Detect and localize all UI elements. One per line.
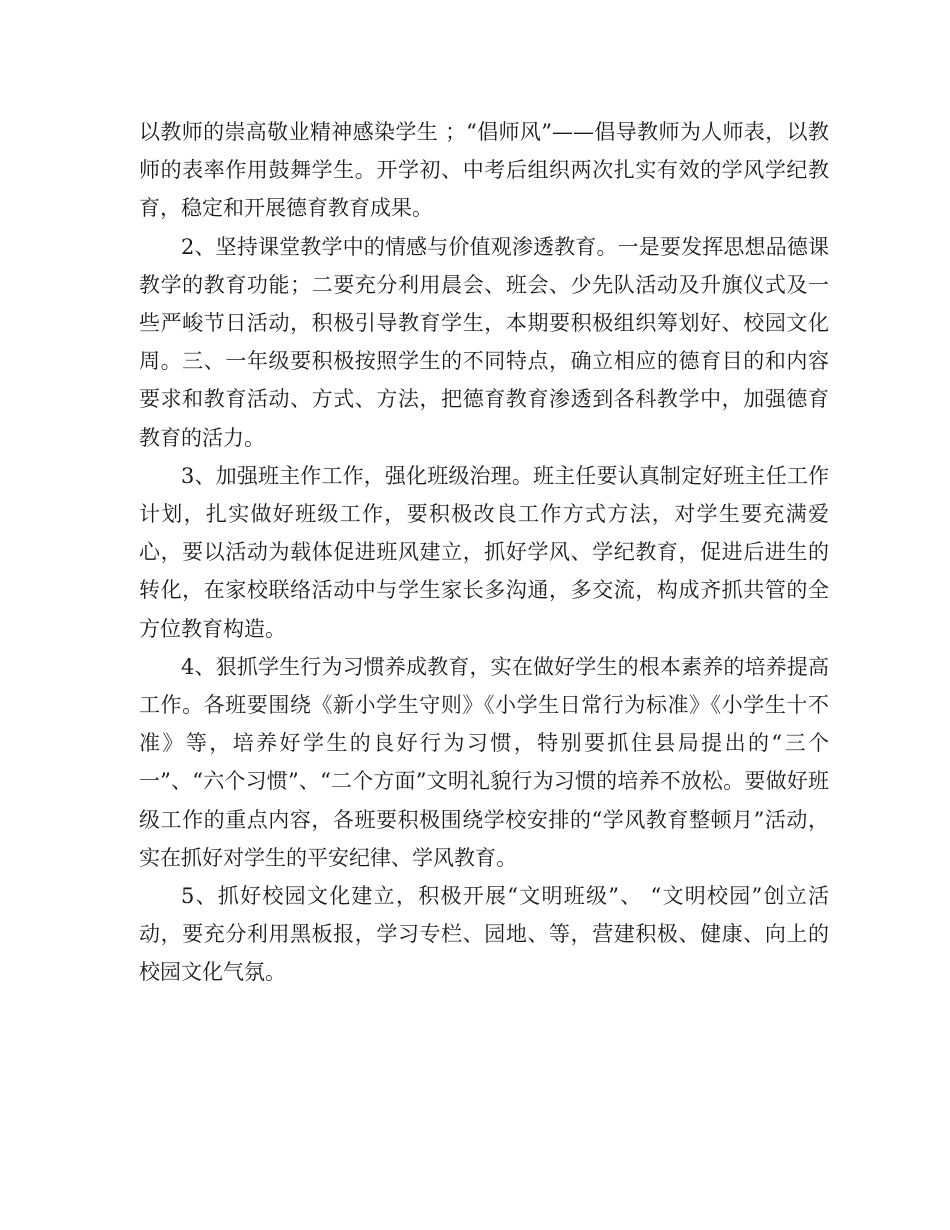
paragraph-4: 4、狠抓学生行为习惯养成教育，实在做好学生的根本素养的培养提高工作。各班要围绕《新小学生守则》《小学生日常行为标准》《小学生十不准》等，培养好学生的良好行为习惯，特别要抓住县局提出的“三个一”、“六个习惯”、“二个方面”文明礼貌行为习惯的培养不放松。要做好班级工作的重点内容，各班要积极围绕学校安排的“学风教育整顿月”活动，实在抓好对学生的平安纪律、学风教育。 [139, 654, 829, 870]
paragraph-3: 3、加强班主作工作，强化班级治理。班主任要认真制定好班主任工作计划，扎实做好班级工作，要积极改良工作方式方法，对学生要充满爱心，要以活动为载体促进班风建立，抓好学风、学纪教育，促进后进生的转化，在家校联络活动中与学生家长多沟通，多交流，构成齐抓共管的全方位教育构造。 [139, 463, 829, 641]
paragraph-5: 5、抓好校园文化建立，积极开展“文明班级”、 “文明校园”创立活动，要充分利用黑板报，学习专栏、园地、等，营建积极、健康、向上的校园文化气氛。 [139, 884, 829, 985]
document-body [139, 113, 829, 992]
paragraph-2: 2、坚持课堂教学中的情感与价值观渗透教育。一是要发挥思想品德课教学的教育功能；二要充分利用晨会、班会、少先队活动及升旗仪式及一些严峻节日活动，积极引导教育学生，本期要积极组织筹划好、校园文化周。三、一年级要积极按照学生的不同特点，确立相应的德育目的和内容要求和教育活动、方式、方法，把德育教育渗透到各科教学中，加强德育教育的活力。 [139, 234, 829, 450]
paragraph-1: 以教师的崇高敬业精神感染学生 ；“倡师风”——倡导教师为人师表，以教师的表率作用鼓舞学生。开学初、中考后组织两次扎实有效的学风学纪教育，稳定和开展德育教育成果。 [139, 120, 829, 221]
